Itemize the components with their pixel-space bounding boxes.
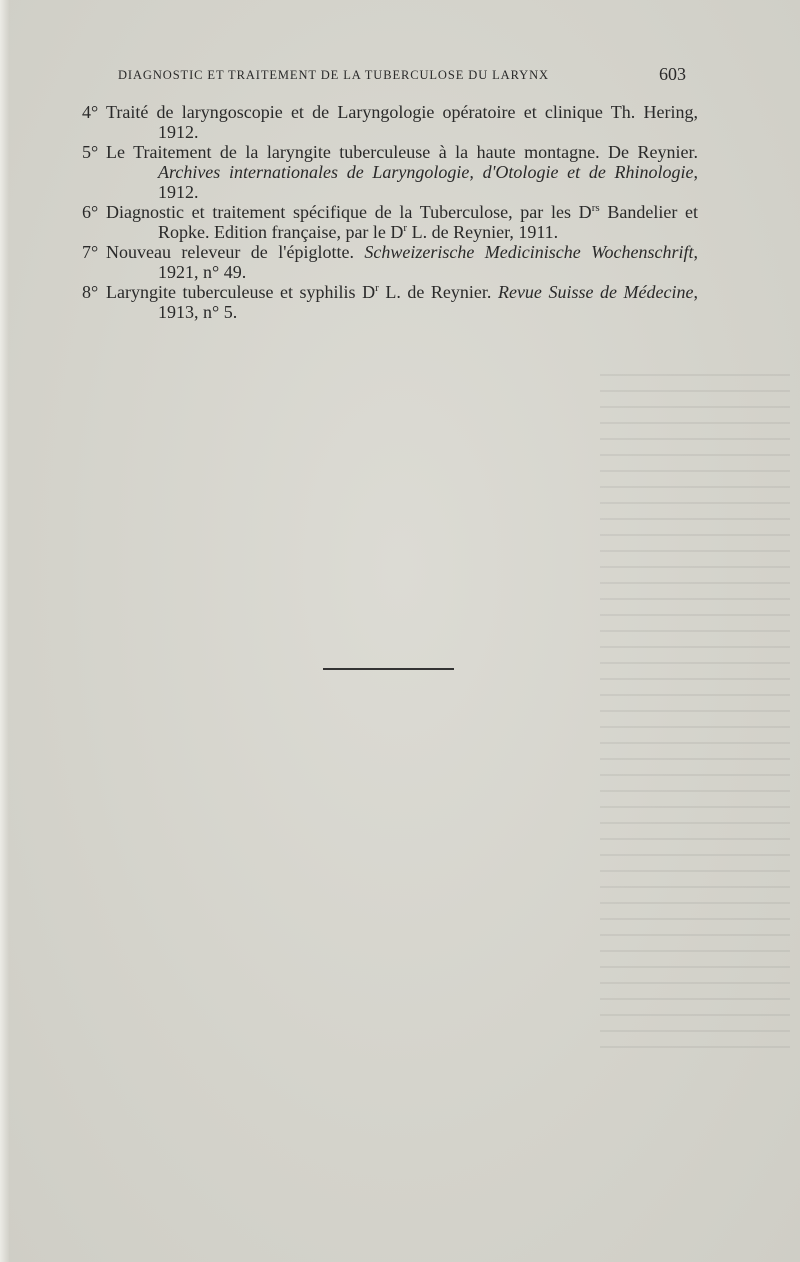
reference-item: [82, 242, 698, 282]
reference-year: , 1912.: [158, 162, 698, 202]
reference-text: Bandelier et Ropke. Edition française, par le D: [158, 202, 699, 242]
reference-year: , 1913, n° 5.: [158, 282, 698, 322]
reference-item: [82, 102, 698, 142]
running-head-title: DIAGNOSTIC ET TRAITEMENT DE LA TUBERCULOSE DU LARYNX: [118, 68, 549, 82]
page-number: 603: [659, 64, 686, 84]
reference-number: 6°: [82, 202, 99, 222]
reference-text: Le Traitement de la laryngite tuberculeuse à la haute montagne. De Reynier.: [106, 142, 698, 162]
journal-title: Schweizerische Medicinische Wochenschrift: [364, 242, 694, 262]
reference-number: 5°: [82, 142, 99, 162]
reference-item: [82, 142, 698, 202]
running-head: [118, 64, 686, 86]
reference-text: Laryngite tuberculeuse et syphilis D: [106, 282, 376, 302]
section-end-rule: [323, 668, 454, 670]
reference-text: Traité de laryngoscopie et de Laryngologie opératoire et clinique Th. Hering, 1912.: [106, 102, 698, 142]
reference-text: L. de Reynier.: [378, 282, 498, 302]
reference-item: [82, 282, 698, 322]
reference-list: [82, 102, 698, 322]
page-edge: [0, 0, 9, 1262]
superscript: rs: [591, 202, 600, 214]
superscript: r: [403, 222, 408, 234]
reference-year: , 1921, n° 49.: [158, 242, 699, 282]
superscript: r: [375, 282, 379, 294]
reference-text: Diagnostic et traitement spécifique de la Tuberculose, par les D: [106, 202, 592, 222]
show-through-texture: [600, 360, 790, 1060]
reference-number: 8°: [82, 282, 99, 302]
journal-title: Revue Suisse de Médecine: [497, 282, 694, 302]
journal-title: Archives internationales de Laryngologie, d'Otologie et de Rhinologie: [158, 162, 694, 182]
reference-number: 4°: [82, 102, 99, 122]
reference-number: 7°: [82, 242, 99, 262]
reference-text: Nouveau releveur de l'épiglotte.: [106, 242, 365, 262]
reference-text: L. de Reynier, 1911.: [407, 222, 559, 242]
reference-item: [82, 202, 698, 242]
